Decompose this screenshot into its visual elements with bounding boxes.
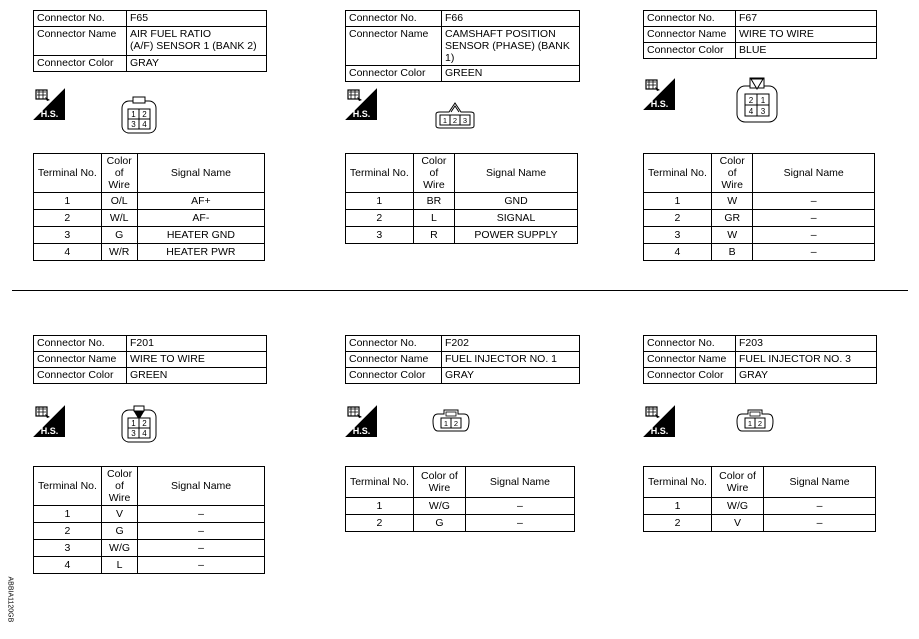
terminal-table: [33, 153, 265, 261]
connector-name-line1: WIRE TO WIRE: [739, 28, 814, 40]
table-row: [644, 227, 875, 244]
svg-text:H.S.: H.S.: [650, 426, 669, 436]
wire-color: G: [101, 227, 137, 244]
terminal-no: 3: [34, 540, 102, 557]
svg-text:H.S.: H.S.: [650, 99, 669, 109]
connector-color-value: GRAY: [127, 56, 267, 72]
terminal-no: 1: [346, 193, 414, 210]
connector-info-f67: [643, 10, 877, 59]
table-row: [34, 227, 265, 244]
signal-name: –: [138, 557, 265, 574]
label-connector-color: Connector Color: [34, 368, 127, 384]
table-row: [644, 244, 875, 261]
signal-name: –: [138, 523, 265, 540]
terminal-table-f66: [345, 153, 578, 244]
connector-name-line2: (A/F) SENSOR 1 (BANK 2): [130, 40, 257, 52]
table-row: [644, 498, 876, 515]
wire-color: G: [101, 523, 137, 540]
terminal-table-f201: [33, 466, 265, 574]
header-color-of-wire: [413, 154, 454, 193]
wire-color: V: [711, 515, 763, 532]
svg-text:1: 1: [131, 110, 136, 119]
signal-name: –: [753, 244, 875, 261]
signal-name: –: [138, 506, 265, 523]
header-signal-name: Signal Name: [753, 154, 875, 193]
label-connector-name: Connector Name: [346, 352, 442, 368]
terminal-table-f203: [643, 466, 876, 532]
terminal-table: [643, 466, 876, 532]
connector-color-value: GREEN: [127, 368, 267, 384]
label-connector-no: Connector No.: [34, 336, 127, 352]
connector-face-f66: [432, 102, 478, 130]
header-color-of-wire-line1: Color of: [719, 155, 745, 179]
table-row: [644, 193, 875, 210]
svg-text:1: 1: [442, 116, 448, 125]
terminal-table: [33, 466, 265, 574]
header-color-of-wire: [413, 467, 465, 498]
connector-name-line2: SENSOR (PHASE) (BANK 1): [445, 40, 570, 64]
header-signal-name: Signal Name: [138, 467, 265, 506]
label-connector-color: Connector Color: [644, 43, 736, 59]
wire-color: B: [711, 244, 753, 261]
header-signal-name: Signal Name: [764, 467, 876, 498]
connector-name-value: [736, 27, 877, 43]
label-connector-name: Connector Name: [644, 27, 736, 43]
terminal-no: 4: [34, 244, 102, 261]
section-divider: [12, 290, 908, 291]
label-connector-name: Connector Name: [34, 27, 127, 56]
signal-name: –: [753, 227, 875, 244]
terminal-table-f202: [345, 466, 575, 532]
header-terminal-no: Terminal No.: [644, 154, 712, 193]
label-connector-no: Connector No.: [346, 11, 442, 27]
label-connector-name: Connector Name: [346, 27, 442, 66]
svg-text:3: 3: [131, 120, 136, 129]
svg-text:1: 1: [760, 96, 766, 105]
svg-text:H.S.: H.S.: [40, 109, 59, 119]
svg-text:H.S.: H.S.: [352, 426, 371, 436]
wire-color: R: [413, 227, 454, 244]
signal-name: POWER SUPPLY: [455, 227, 578, 244]
table-row: [34, 523, 265, 540]
header-color-of-wire-line1: Color of: [106, 468, 133, 492]
table-row: [34, 244, 265, 261]
signal-name: SIGNAL: [455, 210, 578, 227]
figure-code-text: ABBIA1120GB: [6, 576, 14, 623]
terminal-no: 3: [644, 227, 712, 244]
header-color-of-wire-line2: Wire: [721, 179, 743, 191]
terminal-no: 3: [34, 227, 102, 244]
header-color-of-wire: [711, 467, 763, 498]
header-color-of-wire: [711, 154, 753, 193]
header-terminal-no: Terminal No.: [346, 154, 414, 193]
table-row: [644, 515, 876, 532]
header-color-of-wire-line1: Color of: [719, 470, 756, 482]
connector-info-f65: [33, 10, 267, 72]
connector-face-f202: [432, 409, 470, 433]
wire-color: L: [413, 210, 454, 227]
header-color-of-wire-line2: Wire: [108, 179, 130, 191]
svg-text:2: 2: [757, 419, 763, 428]
terminal-table-f65: [33, 153, 265, 261]
label-connector-no: Connector No.: [34, 11, 127, 27]
terminal-no: 4: [644, 244, 712, 261]
svg-text:3: 3: [462, 116, 468, 125]
connector-color-value: BLUE: [736, 43, 877, 59]
svg-text:4: 4: [142, 429, 147, 438]
label-connector-color: Connector Color: [644, 368, 736, 384]
connector-no-value: F203: [736, 336, 877, 352]
header-signal-name: Signal Name: [455, 154, 578, 193]
label-connector-no: Connector No.: [346, 336, 442, 352]
signal-name: AF+: [137, 193, 264, 210]
connector-info-table: [33, 335, 267, 384]
signal-name: HEATER PWR: [137, 244, 264, 261]
connector-name-line1: WIRE TO WIRE: [130, 353, 205, 365]
label-connector-no: Connector No.: [644, 11, 736, 27]
wire-color: L: [101, 557, 137, 574]
table-row: [346, 210, 578, 227]
terminal-no: 1: [34, 506, 102, 523]
terminal-no: 2: [346, 210, 414, 227]
signal-name: GND: [455, 193, 578, 210]
terminal-no: 2: [34, 210, 102, 227]
connector-info-f203: [643, 335, 877, 384]
header-color-of-wire-line2: Wire: [428, 482, 451, 494]
signal-name: –: [138, 540, 265, 557]
connector-info-table: [643, 335, 877, 384]
connector-name-value: [442, 27, 580, 66]
table-row: [346, 193, 578, 210]
wire-color: G: [413, 515, 465, 532]
wire-color: W/G: [711, 498, 763, 515]
wire-color: V: [101, 506, 137, 523]
header-color-of-wire-line1: Color of: [421, 470, 458, 482]
svg-text:2: 2: [142, 110, 147, 119]
connector-info-table: [33, 10, 267, 72]
harness-side-icon: [345, 88, 377, 120]
table-row: [346, 515, 575, 532]
connector-name-value: [736, 352, 877, 368]
harness-side-icon: [33, 88, 65, 120]
header-color-of-wire-line2: Wire: [726, 482, 749, 494]
connector-color-value: GREEN: [442, 66, 580, 82]
connector-color-value: GRAY: [736, 368, 877, 384]
connector-name-value: [127, 27, 267, 56]
svg-text:4: 4: [748, 107, 754, 116]
table-row: [346, 498, 575, 515]
label-connector-color: Connector Color: [346, 368, 442, 384]
header-terminal-no: Terminal No.: [644, 467, 712, 498]
header-color-of-wire-line2: Wire: [423, 179, 445, 191]
terminal-no: 1: [346, 498, 414, 515]
connector-name-line1: AIR FUEL RATIO: [130, 28, 212, 40]
svg-text:1: 1: [131, 419, 136, 428]
harness-side-icon: [345, 405, 377, 437]
connector-no-value: F66: [442, 11, 580, 27]
svg-text:H.S.: H.S.: [40, 426, 59, 436]
harness-side-icon: [643, 78, 675, 110]
header-color-of-wire-line1: Color of: [106, 155, 132, 179]
terminal-table-f67: [643, 153, 875, 261]
signal-name: –: [465, 515, 574, 532]
terminal-no: 2: [34, 523, 102, 540]
wire-color: BR: [413, 193, 454, 210]
table-row: [644, 210, 875, 227]
svg-text:2: 2: [452, 116, 458, 125]
table-row: [34, 210, 265, 227]
connector-info-f202: [345, 335, 580, 384]
terminal-no: 2: [644, 515, 712, 532]
header-signal-name: Signal Name: [465, 467, 574, 498]
connector-no-value: F202: [442, 336, 580, 352]
svg-text:1: 1: [747, 419, 753, 428]
svg-text:2: 2: [142, 419, 147, 428]
connector-info-f201: [33, 335, 267, 384]
wire-color: W/L: [101, 210, 137, 227]
connector-face-f203: [736, 409, 774, 433]
svg-text:3: 3: [131, 429, 136, 438]
signal-name: –: [764, 498, 876, 515]
terminal-table: [643, 153, 875, 261]
wire-color: W: [711, 193, 753, 210]
table-row: [34, 540, 265, 557]
connector-info-table: [345, 10, 580, 82]
header-color-of-wire: [101, 154, 137, 193]
label-connector-name: Connector Name: [34, 352, 127, 368]
terminal-no: 1: [34, 193, 102, 210]
terminal-no: 2: [644, 210, 712, 227]
header-color-of-wire-line2: Wire: [108, 492, 131, 504]
terminal-table: [345, 153, 578, 244]
signal-name: –: [465, 498, 574, 515]
connector-info-table: [643, 10, 877, 59]
connector-name-value: [127, 352, 267, 368]
connector-face-f65: [121, 96, 157, 134]
label-connector-no: Connector No.: [644, 336, 736, 352]
connector-name-value: [442, 352, 580, 368]
terminal-table: [345, 466, 575, 532]
harness-side-icon: [643, 405, 675, 437]
header-terminal-no: Terminal No.: [346, 467, 414, 498]
terminal-no: 1: [644, 193, 712, 210]
connector-face-f67: [736, 77, 778, 123]
table-row: [34, 506, 265, 523]
table-row: [34, 557, 265, 574]
svg-text:3: 3: [760, 107, 766, 116]
connector-face-f201: [121, 405, 157, 443]
connector-color-value: GRAY: [442, 368, 580, 384]
connector-info-table: [345, 335, 580, 384]
label-connector-color: Connector Color: [34, 56, 127, 72]
signal-name: –: [764, 515, 876, 532]
terminal-no: 2: [346, 515, 414, 532]
connector-info-f66: [345, 10, 580, 82]
signal-name: –: [753, 193, 875, 210]
header-signal-name: Signal Name: [137, 154, 264, 193]
terminal-no: 1: [644, 498, 712, 515]
connector-name-line1: FUEL INJECTOR NO. 1: [445, 353, 558, 365]
header-terminal-no: Terminal No.: [34, 154, 102, 193]
wire-color: W/G: [413, 498, 465, 515]
harness-side-icon: [33, 405, 65, 437]
terminal-no: 3: [346, 227, 414, 244]
figure-code: [3, 578, 15, 634]
connector-no-value: F201: [127, 336, 267, 352]
wire-color: GR: [711, 210, 753, 227]
connector-no-value: F65: [127, 11, 267, 27]
signal-name: –: [753, 210, 875, 227]
signal-name: HEATER GND: [137, 227, 264, 244]
svg-text:4: 4: [142, 120, 147, 129]
connector-name-line1: FUEL INJECTOR NO. 3: [739, 353, 852, 365]
table-row: [346, 227, 578, 244]
wire-color: W/G: [101, 540, 137, 557]
label-connector-name: Connector Name: [644, 352, 736, 368]
header-color-of-wire: [101, 467, 137, 506]
label-connector-color: Connector Color: [346, 66, 442, 82]
connector-no-value: F67: [736, 11, 877, 27]
header-terminal-no: Terminal No.: [34, 467, 102, 506]
svg-text:2: 2: [748, 96, 754, 105]
wire-color: W: [711, 227, 753, 244]
signal-name: AF-: [137, 210, 264, 227]
header-color-of-wire-line1: Color of: [421, 155, 447, 179]
connector-name-line1: CAMSHAFT POSITION: [445, 28, 556, 40]
wire-color: O/L: [101, 193, 137, 210]
svg-text:1: 1: [443, 419, 449, 428]
wire-color: W/R: [101, 244, 137, 261]
table-row: [34, 193, 265, 210]
svg-text:2: 2: [453, 419, 459, 428]
svg-text:H.S.: H.S.: [352, 109, 371, 119]
terminal-no: 4: [34, 557, 102, 574]
